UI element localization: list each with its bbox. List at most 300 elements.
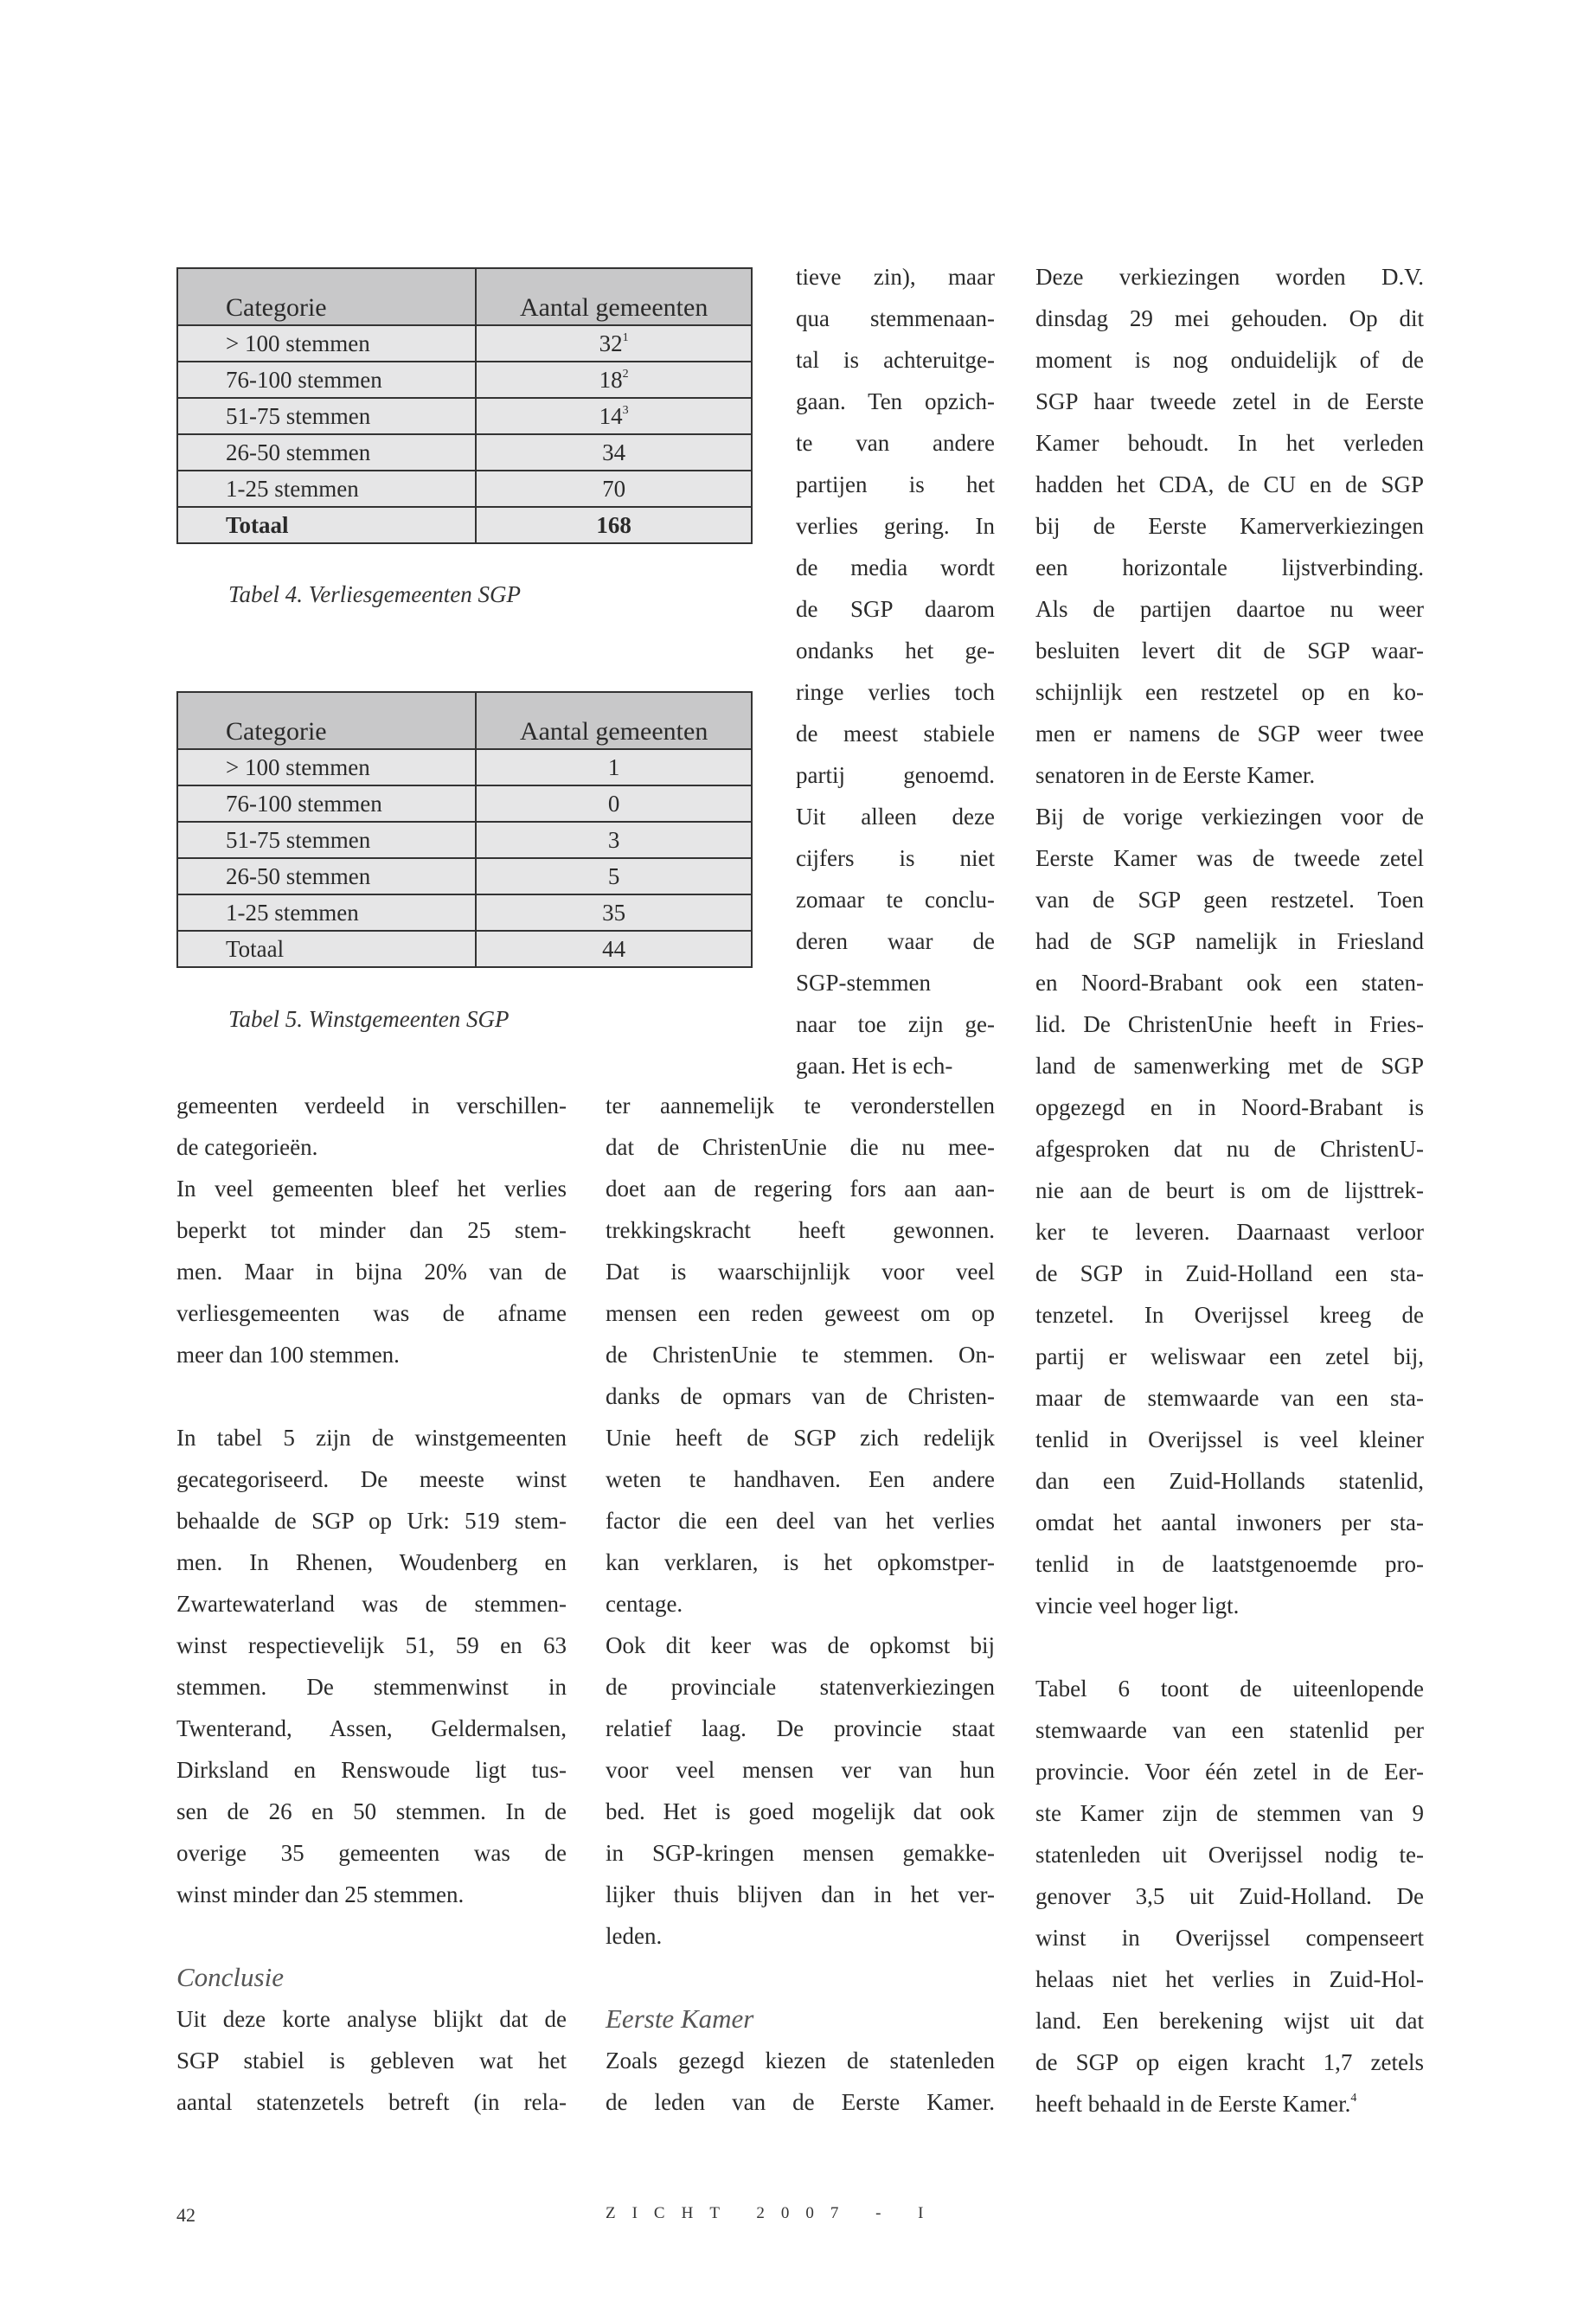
text-line <box>1035 1585 1424 1626</box>
paragraph <box>1035 796 1424 1626</box>
section-heading: Conclusie <box>176 1962 284 1992</box>
text-line <box>606 2081 995 2123</box>
line-text: Ook dit keer was de opkomst bij <box>606 1632 995 1658</box>
category-cell: > 100 stemmen <box>177 749 476 785</box>
line-text: naar toe zijn ge- <box>796 1011 995 1037</box>
paragraph <box>176 1085 567 1168</box>
category-cell: > 100 stemmen <box>177 325 476 362</box>
header-categorie: Categorie <box>177 268 476 325</box>
text-line <box>1035 1460 1424 1502</box>
line-text: Eerste Kamer was de tweede zetel <box>1035 845 1424 871</box>
category-cell: 1-25 stemmen <box>177 471 476 507</box>
text-line <box>176 1708 567 1749</box>
line-text: tieve zin), maar <box>796 264 995 290</box>
text-line <box>176 1874 567 1915</box>
text-line <box>796 505 995 547</box>
text-line <box>606 1458 995 1500</box>
line-text: ringe verlies toch <box>796 679 995 705</box>
text-line <box>606 1791 995 1832</box>
paragraph <box>606 1625 995 1957</box>
line-text: land de samenwerking met de SGP <box>1035 1053 1424 1079</box>
header-categorie: Categorie <box>177 692 476 749</box>
line-text: bed. Het is goed mogelijk dat ook <box>606 1798 995 1824</box>
line-text: nie aan de beurt is om de lijsttrek- <box>1035 1177 1424 1203</box>
text-line <box>1035 505 1424 547</box>
line-text: deren waar de <box>796 928 995 954</box>
line-text: SGP-stemmen <box>796 970 932 996</box>
count-value: 168 <box>596 512 631 538</box>
text-line <box>1035 588 1424 630</box>
paragraph <box>796 256 995 1086</box>
count-cell <box>476 858 752 894</box>
line-text: te van andere <box>796 430 995 456</box>
text-line <box>176 1168 567 1209</box>
line-text: had de SGP namelijk in Friesland <box>1035 928 1424 954</box>
line-text: afgesproken dat nu de ChristenU- <box>1035 1136 1424 1162</box>
line-text: ondanks het ge- <box>796 638 995 663</box>
table-row <box>177 325 752 362</box>
count-value: 0 <box>607 791 620 817</box>
count-cell <box>476 434 752 471</box>
line-text: Uit alleen deze <box>796 804 995 830</box>
paragraph <box>606 1085 995 1625</box>
table-winstgemeenten <box>176 691 753 968</box>
text-line <box>606 1417 995 1458</box>
footnote-ref: 3 <box>622 404 629 417</box>
section-heading: Eerste Kamer <box>606 2003 754 2034</box>
text-line <box>1035 339 1424 381</box>
line-text: helaas niet het verlies in Zuid-Hol- <box>1035 1966 1424 1992</box>
line-text: genover 3,5 uit Zuid-Holland. De <box>1035 1883 1424 1909</box>
text-line <box>1035 1834 1424 1875</box>
text-line <box>796 837 995 879</box>
line-text: dat de ChristenUnie die nu mee- <box>606 1134 995 1160</box>
text-line <box>1035 671 1424 713</box>
line-text: schijnlijk een restzetel op en ko- <box>1035 679 1424 705</box>
text-line <box>176 1791 567 1832</box>
text-line <box>796 588 995 630</box>
table-row <box>177 894 752 931</box>
text-line <box>1035 1668 1424 1709</box>
line-text: kan verklaren, is het opkomstper- <box>606 1549 995 1575</box>
line-text: qua stemmenaan- <box>796 305 995 331</box>
text-line <box>1035 1170 1424 1211</box>
count-cell <box>476 822 752 858</box>
text-line <box>796 754 995 796</box>
text-line <box>1035 796 1424 837</box>
category-cell: 76-100 stemmen <box>177 785 476 822</box>
text-line <box>1035 754 1424 796</box>
count-cell <box>476 507 752 543</box>
count-cell <box>476 785 752 822</box>
table-header-row <box>177 692 752 749</box>
line-text: vincie veel hoger ligt. <box>1035 1593 1240 1618</box>
table-row <box>177 507 752 543</box>
text-line <box>176 1292 567 1334</box>
text-line <box>606 1500 995 1541</box>
text-line <box>796 339 995 381</box>
line-text: Tabel 6 toont de uiteenlopende <box>1035 1676 1424 1702</box>
line-text: mensen een reden geweest om op <box>606 1300 995 1326</box>
text-line <box>796 381 995 422</box>
line-text: opgezegd en in Noord-Brabant is <box>1035 1094 1424 1120</box>
text-line <box>1035 2000 1424 2041</box>
text-line <box>606 1209 995 1251</box>
line-text: de meest stabiele <box>796 721 995 747</box>
line-text: senatoren in de Eerste Kamer. <box>1035 762 1316 788</box>
line-text: statenleden uit Overijssel nodig te- <box>1035 1842 1424 1868</box>
line-text: de ChristenUnie te stemmen. On- <box>606 1342 995 1368</box>
page-number: 42 <box>176 2204 195 2226</box>
line-text: factor die een deel van het verlies <box>606 1508 995 1534</box>
line-text: provincie. Voor één zetel in de Eer- <box>1035 1759 1424 1785</box>
category-cell: 26-50 stemmen <box>177 858 476 894</box>
paragraph-spacer <box>176 1915 567 1957</box>
table-row <box>177 434 752 471</box>
line-text: omdat het aantal inwoners per sta- <box>1035 1509 1424 1535</box>
text-line <box>176 1749 567 1791</box>
text-line <box>1035 2041 1424 2083</box>
line-text: de SGP daarom <box>796 596 995 622</box>
line-text: tal is achteruitge- <box>796 347 995 373</box>
text-line <box>1035 713 1424 754</box>
column-3 <box>1035 256 1424 2125</box>
line-text: heeft behaald in de Eerste Kamer. <box>1035 2091 1351 2117</box>
count-value: 18 <box>599 367 623 393</box>
line-text: Als de partijen daartoe nu weer <box>1035 596 1424 622</box>
text-line <box>606 1541 995 1583</box>
category-cell: 51-75 stemmen <box>177 822 476 858</box>
line-text: relatief laag. De provincie staat <box>606 1715 995 1741</box>
line-text: de leden van de Eerste Kamer. <box>606 2089 995 2115</box>
count-cell <box>476 894 752 931</box>
text-line <box>796 879 995 920</box>
text-line <box>796 464 995 505</box>
table-row <box>177 858 752 894</box>
line-text: Twenterand, Assen, Geldermalsen, <box>176 1715 567 1741</box>
category-cell: 26-50 stemmen <box>177 434 476 471</box>
table-row <box>177 931 752 967</box>
table-5-caption: Tabel 5. Winstgemeenten SGP <box>228 1006 510 1032</box>
text-line <box>796 713 995 754</box>
text-line <box>176 1541 567 1583</box>
table-header-row <box>177 268 752 325</box>
column-2 <box>606 1085 995 2123</box>
line-text: gemeenten verdeeld in verschillen- <box>176 1093 567 1118</box>
text-line <box>606 1583 995 1625</box>
count-cell <box>476 325 752 362</box>
table-row <box>177 785 752 822</box>
text-line <box>176 1500 567 1541</box>
count-value: 5 <box>607 863 620 889</box>
line-text: meer dan 100 stemmen. <box>176 1342 400 1368</box>
category-cell: 51-75 stemmen <box>177 398 476 434</box>
text-line <box>606 1375 995 1417</box>
line-text: winst in Overijssel compenseert <box>1035 1925 1424 1951</box>
line-text: de provinciale statenverkiezingen <box>606 1674 995 1700</box>
category-cell: 76-100 stemmen <box>177 362 476 398</box>
text-line <box>1035 1792 1424 1834</box>
line-text: tenzetel. In Overijssel kreeg de <box>1035 1302 1424 1328</box>
text-line <box>1035 2083 1424 2125</box>
text-line <box>1035 630 1424 671</box>
line-text: in SGP-kringen mensen gemakke- <box>606 1840 995 1866</box>
text-line <box>796 962 995 1003</box>
line-text: Unie heeft de SGP zich redelijk <box>606 1425 995 1451</box>
count-cell <box>476 931 752 967</box>
text-line <box>1035 422 1424 464</box>
paragraph <box>176 1168 567 1375</box>
text-line <box>796 671 995 713</box>
text-line <box>176 1832 567 1874</box>
text-line <box>796 796 995 837</box>
text-line <box>606 1666 995 1708</box>
line-text: beperkt tot minder dan 25 stem- <box>176 1217 567 1243</box>
text-line <box>1035 1211 1424 1253</box>
text-line <box>606 1168 995 1209</box>
text-line <box>1035 298 1424 339</box>
line-text: besluiten levert dit de SGP waar- <box>1035 638 1424 663</box>
paragraph-spacer <box>1035 1626 1424 1668</box>
footnote-ref: 2 <box>622 368 629 381</box>
line-text: lijker thuis blijven dan in het ver- <box>606 1881 995 1907</box>
line-text: trekkingskracht heeft gewonnen. <box>606 1217 995 1243</box>
line-text: behaalde de SGP op Urk: 519 stem- <box>176 1508 567 1534</box>
category-cell: Totaal <box>177 507 476 543</box>
paragraph-spacer <box>606 1957 995 1998</box>
line-text: Zwartewaterland was de stemmen- <box>176 1591 567 1617</box>
text-line <box>796 630 995 671</box>
line-text: overige 35 gemeenten was de <box>176 1840 567 1866</box>
text-line <box>1035 1543 1424 1585</box>
text-line <box>176 2081 567 2123</box>
paragraph-spacer <box>176 1375 567 1417</box>
line-text: verlies gering. In <box>796 513 995 539</box>
column-1 <box>176 1085 567 2123</box>
count-value: 3 <box>607 827 620 853</box>
line-text: SGP stabiel is gebleven wat het <box>176 2048 567 2073</box>
line-text: men. In Rhenen, Woudenberg en <box>176 1549 567 1575</box>
text-line <box>606 1085 995 1126</box>
journal-footer: ZICHT 2007 - I <box>606 2204 940 2222</box>
text-line <box>176 1417 567 1458</box>
footnote-ref: 1 <box>622 331 629 344</box>
text-line <box>1035 1336 1424 1377</box>
header-aantal: Aantal gemeenten <box>476 692 752 749</box>
line-text: Zoals gezegd kiezen de statenleden <box>606 2048 995 2073</box>
text-line <box>1035 464 1424 505</box>
text-line <box>606 1708 995 1749</box>
line-text: lid. De ChristenUnie heeft in Fries- <box>1035 1011 1424 1037</box>
text-line <box>796 422 995 464</box>
line-text: winst minder dan 25 stemmen. <box>176 1881 465 1907</box>
text-line <box>176 1126 567 1168</box>
line-text: stemmen. De stemmenwinst in <box>176 1674 567 1700</box>
paragraph <box>176 1998 567 2123</box>
line-text: men. Maar in bijna 20% van de <box>176 1259 567 1285</box>
count-cell <box>476 749 752 785</box>
line-text: aantal statenzetels betreft (in rela- <box>176 2089 567 2115</box>
line-text: In veel gemeenten bleef het verlies <box>176 1176 567 1202</box>
line-text: Dirksland en Renswoude ligt tus- <box>176 1757 567 1783</box>
table-verliesgemeenten <box>176 267 753 544</box>
line-text: sen de 26 en 50 stemmen. In de <box>176 1798 567 1824</box>
text-line <box>1035 1917 1424 1958</box>
text-line <box>176 1209 567 1251</box>
line-text: tenlid in Overijssel is veel kleiner <box>1035 1426 1424 1452</box>
count-cell <box>476 398 752 434</box>
text-line <box>1035 1875 1424 1917</box>
category-cell: Totaal <box>177 931 476 967</box>
text-line <box>1035 1128 1424 1170</box>
text-line <box>606 1334 995 1375</box>
paragraph <box>1035 1668 1424 2125</box>
line-text: weten te handhaven. Een andere <box>606 1466 995 1492</box>
line-text: de media wordt <box>796 554 995 580</box>
line-text: een horizontale lijstverbinding. <box>1035 554 1424 580</box>
count-value: 70 <box>602 476 626 502</box>
text-line <box>606 1251 995 1292</box>
text-line <box>1035 1419 1424 1460</box>
category-cell: 1-25 stemmen <box>177 894 476 931</box>
line-text: de categorieën. <box>176 1134 318 1160</box>
line-text: Uit deze korte analyse blijkt dat de <box>176 2006 567 2032</box>
text-line <box>606 1625 995 1666</box>
text-line <box>796 256 995 298</box>
count-cell <box>476 471 752 507</box>
line-text: moment is nog onduidelijk of de <box>1035 347 1424 373</box>
line-text: gaan. Het is ech- <box>796 1053 953 1079</box>
text-line <box>1035 1253 1424 1294</box>
line-text: voor veel mensen ver van hun <box>606 1757 995 1783</box>
line-text: centage. <box>606 1591 683 1617</box>
line-text: land. Een berekening wijst uit dat <box>1035 2008 1424 2034</box>
text-line <box>1035 920 1424 962</box>
line-text: SGP haar tweede zetel in de Eerste <box>1035 388 1424 414</box>
line-text: men er namens de SGP weer twee <box>1035 721 1424 747</box>
line-text: de SGP in Zuid-Holland een sta- <box>1035 1260 1424 1286</box>
text-line <box>1035 1377 1424 1419</box>
line-text: partij genoemd. <box>796 762 995 788</box>
line-text: van de SGP geen restzetel. Toen <box>1035 887 1424 913</box>
text-line <box>606 1832 995 1874</box>
footnote-ref: 4 <box>1350 2092 1357 2105</box>
text-line <box>796 1045 995 1086</box>
text-line <box>176 1666 567 1708</box>
text-line <box>1035 1045 1424 1086</box>
column-2-top <box>796 256 995 1086</box>
line-text: ker te leveren. Daarnaast verloor <box>1035 1219 1424 1245</box>
text-line <box>1035 1502 1424 1543</box>
text-line <box>796 920 995 962</box>
line-text: en Noord-Brabant ook een staten- <box>1035 970 1424 996</box>
count-cell <box>476 362 752 398</box>
line-text: danks de opmars van de Christen- <box>606 1383 995 1409</box>
count-value: 44 <box>602 936 626 962</box>
text-line <box>176 2040 567 2081</box>
count-value: 32 <box>599 330 623 356</box>
text-line <box>1035 879 1424 920</box>
text-line <box>176 1625 567 1666</box>
line-text: Kamer behoudt. In het verleden <box>1035 430 1424 456</box>
line-text: gaan. Ten opzich- <box>796 388 995 414</box>
line-text: maar de stemwaarde van een sta- <box>1035 1385 1424 1411</box>
line-text: bij de Eerste Kamerverkiezingen <box>1035 513 1424 539</box>
line-text: leden. <box>606 1923 663 1949</box>
text-line <box>606 1749 995 1791</box>
line-text: verliesgemeenten was de afname <box>176 1300 567 1326</box>
count-value: 34 <box>602 439 626 465</box>
text-line <box>176 1334 567 1375</box>
line-text: dinsdag 29 mei gehouden. Op dit <box>1035 305 1424 331</box>
header-aantal: Aantal gemeenten <box>476 268 752 325</box>
line-text: ter aannemelijk te veronderstellen <box>606 1093 995 1118</box>
text-line <box>176 1583 567 1625</box>
text-line <box>1035 381 1424 422</box>
text-line <box>606 1126 995 1168</box>
paragraph <box>176 1417 567 1915</box>
text-line <box>796 547 995 588</box>
text-line <box>176 1998 567 2040</box>
line-text: dan een Zuid-Hollands statenlid, <box>1035 1468 1424 1494</box>
line-text: partijen is het <box>796 471 995 497</box>
text-line <box>1035 962 1424 1003</box>
table-row <box>177 822 752 858</box>
count-value: 35 <box>602 900 626 926</box>
text-line <box>1035 1709 1424 1751</box>
text-line <box>796 298 995 339</box>
text-line <box>1035 1086 1424 1128</box>
text-line <box>1035 1003 1424 1045</box>
line-text: partij er weliswaar een zetel bij, <box>1035 1343 1424 1369</box>
line-text: ste Kamer zijn de stemmen van 9 <box>1035 1800 1424 1826</box>
paragraph <box>1035 256 1424 796</box>
table-row <box>177 749 752 785</box>
line-text: winst respectievelijk 51, 59 en 63 <box>176 1632 567 1658</box>
text-line <box>606 1874 995 1915</box>
line-text: de SGP op eigen kracht 1,7 zetels <box>1035 2049 1424 2075</box>
text-line <box>796 1003 995 1045</box>
line-text: tenlid in de laatstgenoemde pro- <box>1035 1551 1424 1577</box>
text-line <box>606 2040 995 2081</box>
count-value: 1 <box>607 754 620 780</box>
line-text: Deze verkiezingen worden D.V. <box>1035 264 1424 290</box>
text-line <box>1035 256 1424 298</box>
line-text: cijfers is niet <box>796 845 995 871</box>
line-text: Bij de vorige verkiezingen voor de <box>1035 804 1424 830</box>
table-row <box>177 471 752 507</box>
paragraph <box>606 2040 995 2123</box>
text-line <box>1035 547 1424 588</box>
line-text: stemwaarde van een statenlid per <box>1035 1717 1424 1743</box>
line-text: zomaar te conclu- <box>796 887 995 913</box>
text-line <box>176 1458 567 1500</box>
line-text: Dat is waarschijnlijk voor veel <box>606 1259 995 1285</box>
text-line <box>176 1085 567 1126</box>
text-line <box>606 1292 995 1334</box>
text-line <box>1035 1958 1424 2000</box>
table-row <box>177 362 752 398</box>
text-line <box>1035 1751 1424 1792</box>
text-line <box>1035 1294 1424 1336</box>
text-line <box>606 1915 995 1957</box>
table-row <box>177 398 752 434</box>
line-text: In tabel 5 zijn de winstgemeenten <box>176 1425 567 1451</box>
count-value: 14 <box>599 403 623 429</box>
text-line <box>176 1251 567 1292</box>
line-text: hadden het CDA, de CU en de SGP <box>1035 471 1424 497</box>
line-text: doet aan de regering fors aan aan- <box>606 1176 995 1202</box>
